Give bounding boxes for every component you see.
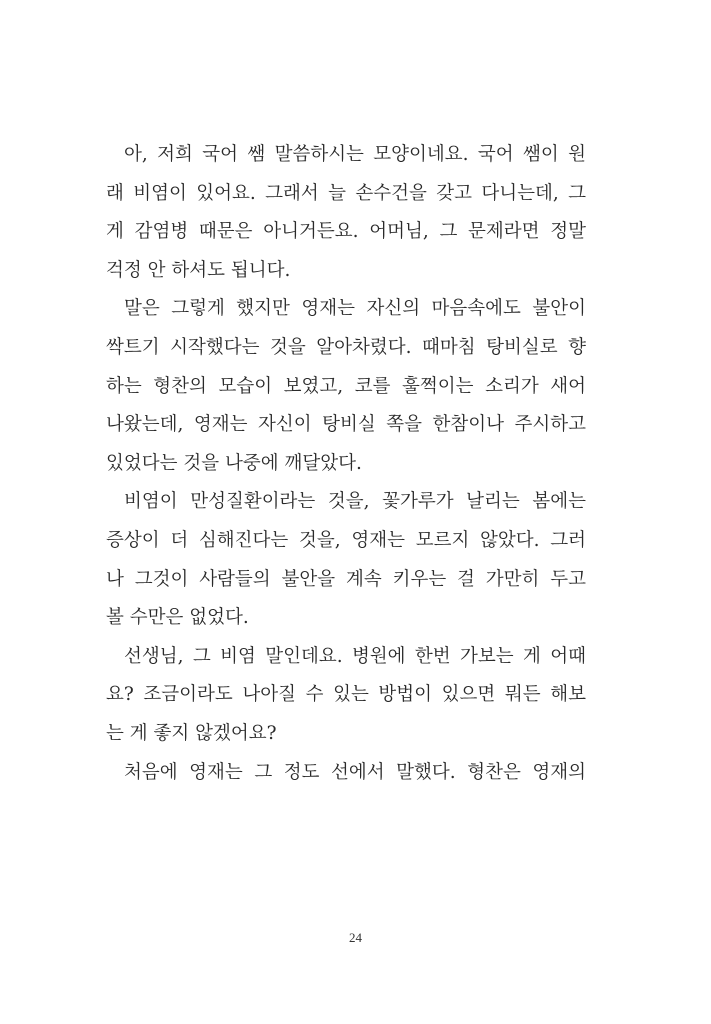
text-line: 래 비염이 있어요. 그래서 늘 손수건을 갖고 다니는데, 그: [106, 182, 586, 204]
body-text: [106, 136, 586, 792]
text-line: 말은 그렇게 했지만 영재는 자신의 마음속에도 불안이: [124, 298, 586, 320]
text-line: 처음에 영재는 그 정도 선에서 말했다. 형찬은 영재의: [124, 761, 586, 783]
text-line: 하는 형찬의 모습이 보였고, 코를 훌쩍이는 소리가 새어: [106, 375, 586, 397]
text-line: 는 게 좋지 않겠어요?: [106, 722, 277, 744]
text-line: 요? 조금이라도 나아질 수 있는 방법이 있으면 뭐든 해보: [106, 684, 586, 706]
text-line: 선생님, 그 비염 말인데요. 병원에 한번 가보는 게 어때: [124, 645, 586, 667]
text-line: 비염이 만성질환이라는 것을, 꽃가루가 날리는 봄에는: [124, 491, 586, 513]
text-line: 싹트기 시작했다는 것을 알아차렸다. 때마침 탕비실로 향: [106, 336, 586, 358]
page-number: 24: [349, 930, 362, 945]
text-line: 걱정 안 하셔도 됩니다.: [106, 259, 291, 281]
text-line: 볼 수만은 없었다.: [106, 607, 249, 629]
text-line: 증상이 더 심해진다는 것을, 영재는 모르지 않았다. 그러: [106, 529, 586, 551]
text-line: 아, 저희 국어 쌤 말씀하시는 모양이네요. 국어 쌤이 원: [124, 144, 586, 165]
text-line: 나왔는데, 영재는 자신이 탕비실 쪽을 한참이나 주시하고: [106, 414, 586, 436]
text-line: 나 그것이 사람들의 불안을 계속 키우는 걸 가만히 두고: [106, 568, 586, 590]
text-line: 게 감염병 때문은 아니거든요. 어머님, 그 문제라면 정말: [106, 221, 586, 243]
text-line: 있었다는 것을 나중에 깨달았다.: [106, 452, 362, 474]
